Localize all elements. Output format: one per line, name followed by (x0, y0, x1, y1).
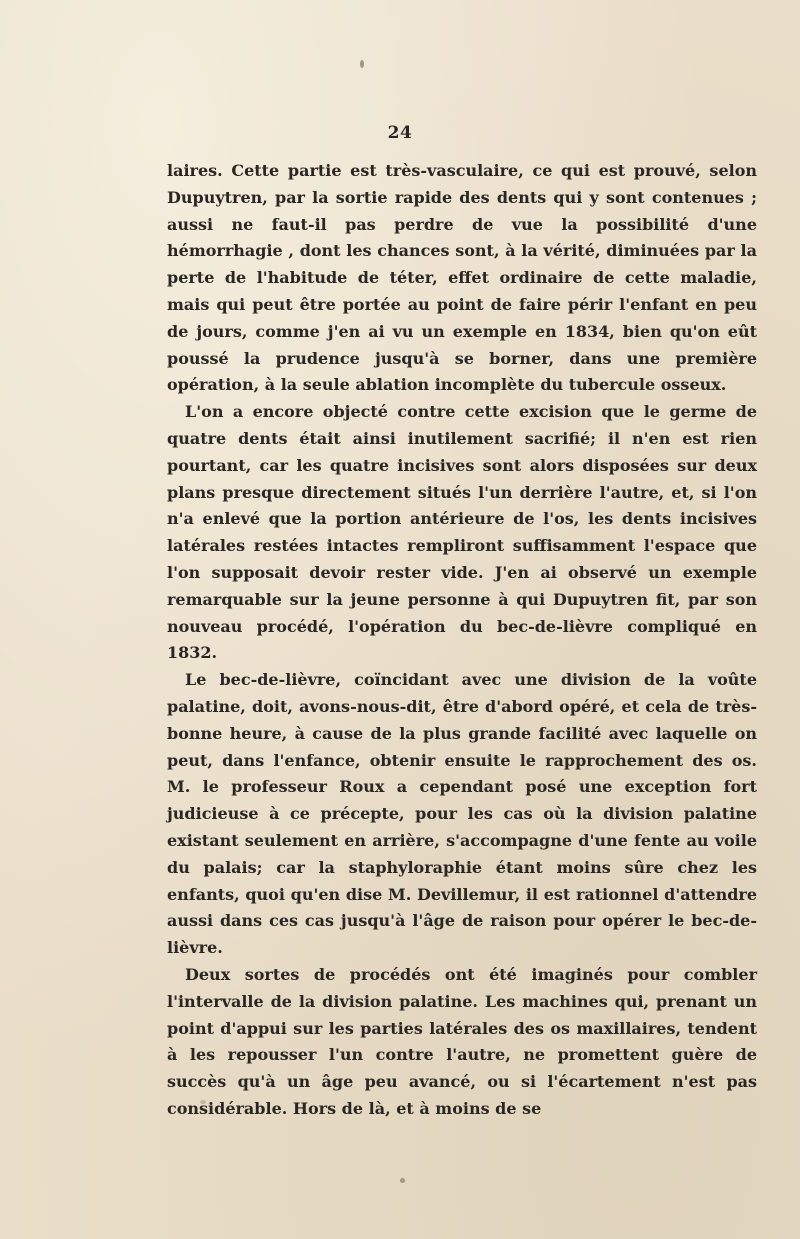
body-text (167, 158, 757, 1123)
ink-speck (400, 1178, 405, 1183)
paragraph: L'on a encore objecté contre cette excision que le germe de quatre dents était ainsi inutilement sacrifié; il n'en est rien pourtant, car les quatre incisives sont alors disposées sur deux plans presque directement situés l'un derrière l'autre, et, si l'on n'a enlevé que la portion antérieure de l'os, les dents incisives latérales restées intactes rempliront suffisamment l'espace que l'on supposait devoir rester vide. J'en ai observé un exemple remarquable sur la jeune personne à qui Dupuytren fit, par son nouveau procédé, l'opération du bec-de-lièvre compliqué en 1832. (167, 402, 757, 663)
paragraph: Le bec-de-lièvre, coïncidant avec une division de la voûte palatine, doit, avons-nous-dit, être d'abord opéré, et cela de très-bonne heure, à cause de la plus grande facilité avec laquelle on peut, dans l'enfance, obtenir ensuite le rapprochement des os. M. le professeur Roux a cependant posé une exception fort judicieuse à ce précepte, pour les cas où la division palatine existant seulement en arrière, s'accompagne d'une fente au voile du palais; car la staphyloraphie étant moins sûre chez les enfants, quoi qu'en dise M. Devillemur, il est rationnel d'attendre aussi dans ces cas jusqu'à l'âge de raison pour opérer le bec-de-lièvre. (167, 670, 757, 958)
page-number: 24 (387, 123, 413, 143)
paragraph: Deux sortes de procédés ont été imaginés pour combler l'intervalle de la division palatine. Les machines qui, prenant un point d'appui sur les parties latérales des os maxillaires, tendent à les repousser l'un contre l'autre, ne promettent guère de succès qu'à un âge peu avancé, ou si l'écartement n'est pas considérable. Hors de là, et à moins de se (167, 964, 757, 1118)
paragraph: laires. Cette partie est très-vasculaire, ce qui est prouvé, selon Dupuytren, par la sortie rapide des dents qui y sont contenues ; aussi ne faut-il pas perdre de vue la possibilité d'une hémorrhagie , dont les chances sont, à la vérité, diminuées par la perte de l'habitude de téter, effet ordinaire de cette maladie, mais qui peut être portée au point de faire périr l'enfant en peu de jours, comme j'en ai vu un exemple en 1834, bien qu'on eût poussé la prudence jusqu'à se borner, dans une première opération, à la seule ablation incomplète du tubercule osseux. (167, 161, 757, 395)
ink-speck (360, 60, 364, 68)
